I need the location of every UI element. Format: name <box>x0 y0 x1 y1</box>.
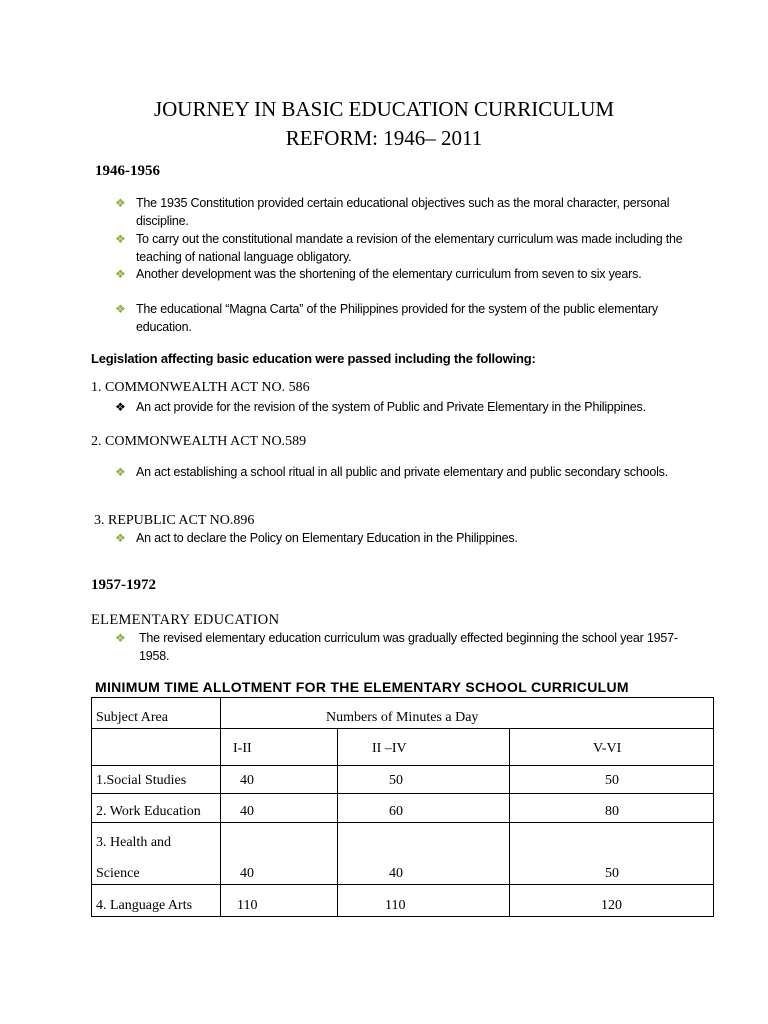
period-1946-heading: 1946-1956 <box>95 163 160 179</box>
table-cell-subject: 2. Work Education <box>96 804 201 819</box>
table-header-subject: Subject Area <box>96 710 168 725</box>
table-cell: 40 <box>389 866 403 881</box>
list-item: ❖ To carry out the constitutional mandate a revision of the elementary curriculum was made including the teaching of national language obligatory. <box>115 232 683 264</box>
table-cell: 110 <box>237 898 258 913</box>
table-cell-subject: 4. Language Arts <box>96 898 193 913</box>
table-cell: 40 <box>240 773 254 788</box>
list-item: ❖ Another development was the shortening of the elementary curriculum from seven to six years. <box>115 266 685 284</box>
table-cell: 110 <box>385 898 406 913</box>
act-title: 3. REPUBLIC ACT NO.896 <box>94 513 255 528</box>
list-item: ❖ An act provide for the revision of the system of Public and Private Elementary in the Philippines. <box>115 399 685 417</box>
list-item: ❖ An act to declare the Policy on Elementary Education in the Philippines. <box>115 530 685 548</box>
document-title-line1: JOURNEY IN BASIC EDUCATION CURRICULUM <box>153 97 615 121</box>
table-cell: 50 <box>605 773 619 788</box>
table-cell-subject: 1.Social Studies <box>96 773 187 788</box>
list-item: ❖ An act establishing a school ritual in all public and private elementary and public secondary schools. <box>115 464 685 482</box>
diamond-bullet-icon: ❖ <box>115 196 126 210</box>
table-title: MINIMUM TIME ALLOTMENT FOR THE ELEMENTARY SCHOOL CURRICULUM <box>95 679 629 695</box>
table-cell: 50 <box>605 866 619 881</box>
section-subheading: ELEMENTARY EDUCATION <box>91 612 280 628</box>
diamond-bullet-icon: ❖ <box>115 631 126 645</box>
list-item: ❖ The educational “Magna Carta” of the Philippines provided for the system of the public elementary education. <box>115 302 658 334</box>
diamond-bullet-icon: ❖ <box>115 302 126 316</box>
table-cell: 50 <box>389 773 403 788</box>
diamond-bullet-icon: ❖ <box>115 400 126 414</box>
table-cell: 120 <box>601 898 622 913</box>
legislation-intro: Legislation affecting basic education were passed including the following: <box>91 351 536 366</box>
table-cell-subject: 3. Health and <box>96 835 172 850</box>
table-header-grade: I-II <box>233 741 252 756</box>
table-cell: 40 <box>240 866 254 881</box>
table-cell: 80 <box>605 804 619 819</box>
period-1957-heading: 1957-1972 <box>91 577 156 593</box>
table-header-grade: II –IV <box>372 741 407 756</box>
diamond-bullet-icon: ❖ <box>115 465 126 479</box>
document-title-line2: REFORM: 1946– 2011 <box>285 126 483 150</box>
table-cell: 40 <box>240 804 254 819</box>
diamond-bullet-icon: ❖ <box>115 267 126 281</box>
table-cell-subject: Science <box>96 866 140 881</box>
table-header-minutes: Numbers of Minutes a Day <box>326 710 479 725</box>
diamond-bullet-icon: ❖ <box>115 531 126 545</box>
table-header-grade: V-VI <box>593 741 622 756</box>
list-item: ❖ The 1935 Constitution provided certain educational objectives such as the moral character, personal discipline. <box>115 196 670 228</box>
diamond-bullet-icon: ❖ <box>115 232 126 246</box>
act-title: 2. COMMONWEALTH ACT NO.589 <box>91 434 307 449</box>
list-item: ❖ The revised elementary education curriculum was gradually effected beginning the school year 1957-1958. <box>115 631 678 663</box>
table-cell: 60 <box>389 804 403 819</box>
time-allotment-table <box>91 697 714 917</box>
act-title: 1. COMMONWEALTH ACT NO. 586 <box>91 380 310 395</box>
